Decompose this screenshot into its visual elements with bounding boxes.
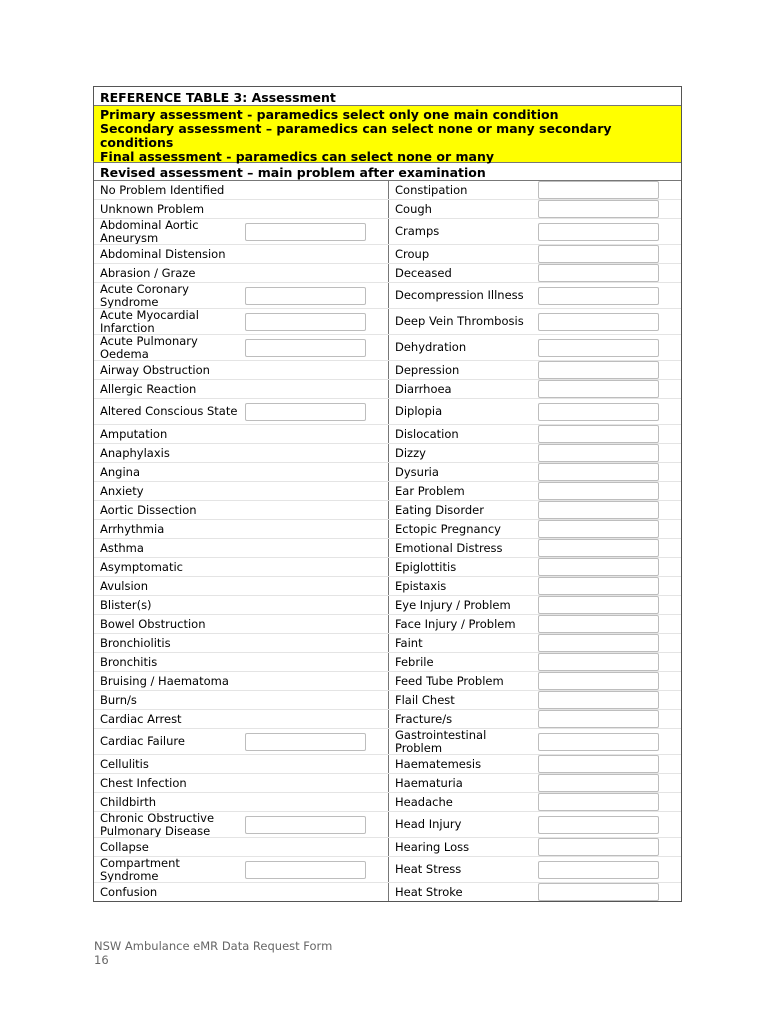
condition-checkbox-cell [535,812,681,837]
condition-checkbox-cell [535,361,681,379]
condition-label: Dizzy [395,445,426,460]
condition-checkbox[interactable] [538,653,659,671]
condition-checkbox-cell [242,653,389,671]
condition-checkbox-cell [535,596,681,614]
condition-label: Anaphylaxis [100,445,170,460]
table-row [94,308,681,334]
condition-checkbox[interactable] [245,223,366,241]
table-subheading: Revised assessment – main problem after examination [94,162,681,181]
condition-checkbox-cell [535,219,681,244]
condition-label: Dysuria [395,464,439,479]
condition-checkbox[interactable] [538,380,659,398]
condition-label: Diarrhoea [395,381,452,396]
condition-checkbox-cell [242,691,389,709]
condition-label: Anxiety [100,483,144,498]
condition-label: Face Injury / Problem [395,616,516,631]
condition-checkbox-cell [535,380,681,398]
condition-label: Flail Chest [395,692,455,707]
condition-checkbox-cell [242,577,389,595]
condition-label: Haematuria [395,775,463,790]
table-row [94,595,681,614]
condition-label: Cramps [395,224,440,238]
table-row [94,557,681,576]
table-row [94,199,681,218]
table-row [94,837,681,856]
table-row [94,481,681,500]
condition-checkbox-cell [535,482,681,500]
condition-checkbox-cell [242,729,389,754]
condition-checkbox-cell [242,883,389,901]
condition-checkbox-cell [242,774,389,792]
condition-label: Amputation [100,426,168,441]
table-row [94,690,681,709]
table-row [94,398,681,424]
condition-label: Haematemesis [395,756,482,771]
condition-checkbox-cell [535,444,681,462]
condition-label: Collapse [100,839,149,854]
table-row [94,792,681,811]
condition-checkbox-cell [535,539,681,557]
condition-label: Cardiac Arrest [100,711,182,726]
condition-checkbox-cell [242,501,389,519]
condition-label: Abdominal Aortic Aneurysm [100,217,199,245]
condition-checkbox-cell [535,558,681,576]
condition-checkbox[interactable] [538,539,659,557]
condition-label: Emotional Distress [395,540,503,555]
condition-label: Epistaxis [395,578,447,593]
table-title: REFERENCE TABLE 3: Assessment [94,87,681,106]
condition-checkbox[interactable] [538,200,659,218]
condition-checkbox-cell [535,755,681,773]
condition-label: Cellulitis [100,756,149,771]
condition-checkbox[interactable] [245,403,366,421]
condition-label: Bronchitis [100,654,158,669]
condition-checkbox-cell [242,245,389,263]
condition-checkbox[interactable] [538,774,659,792]
condition-label: Bronchiolitis [100,635,171,650]
condition-checkbox-cell [242,181,389,199]
table-row [94,856,681,882]
condition-label: Asymptomatic [100,559,183,574]
table-row [94,334,681,360]
condition-checkbox-cell [242,335,389,360]
assessment-rows [94,181,681,901]
condition-label: No Problem Identified [100,182,225,197]
condition-checkbox-cell [242,558,389,576]
condition-checkbox-cell [242,634,389,652]
condition-checkbox-cell [535,838,681,856]
table-row [94,709,681,728]
condition-checkbox-cell [535,672,681,690]
condition-checkbox-cell [535,463,681,481]
condition-checkbox-cell [242,219,389,244]
condition-label: Ear Problem [395,483,465,498]
condition-checkbox-cell [535,264,681,282]
condition-checkbox[interactable] [538,245,659,263]
table-row [94,360,681,379]
table-row [94,773,681,792]
condition-checkbox-cell [535,501,681,519]
condition-label: Bowel Obstruction [100,616,206,631]
condition-checkbox[interactable] [538,558,659,576]
condition-checkbox-cell [242,482,389,500]
table-row [94,652,681,671]
condition-label: Avulsion [100,578,148,593]
condition-checkbox[interactable] [538,223,659,241]
table-row [94,576,681,595]
condition-label: Dehydration [395,340,467,354]
condition-checkbox[interactable] [538,444,659,462]
condition-label: Croup [395,246,430,261]
condition-label: Gastrointestinal Problem [395,727,487,755]
condition-checkbox-cell [242,444,389,462]
condition-label: Chest Infection [100,775,187,790]
condition-checkbox[interactable] [245,287,366,305]
condition-label: Compartment Syndrome [100,855,180,883]
condition-label: Fracture/s [395,711,453,726]
condition-checkbox[interactable] [538,838,659,856]
condition-label: Head Injury [395,817,462,831]
table-row [94,671,681,690]
condition-checkbox-cell [535,634,681,652]
condition-checkbox-cell [242,520,389,538]
condition-checkbox-cell [242,857,389,882]
table-row [94,811,681,837]
condition-checkbox[interactable] [538,816,659,834]
condition-label: Chronic Obstructive Pulmonary Disease [100,810,215,838]
condition-checkbox[interactable] [538,520,659,538]
condition-label: Allergic Reaction [100,381,197,396]
table-row [94,181,681,199]
condition-checkbox-cell [242,200,389,218]
condition-label: Diplopia [395,404,443,418]
condition-checkbox[interactable] [538,463,659,481]
condition-checkbox-cell [242,309,389,334]
condition-checkbox-cell [535,577,681,595]
condition-label: Febrile [395,654,434,669]
condition-checkbox-cell [535,653,681,671]
condition-checkbox[interactable] [538,403,659,421]
condition-checkbox-cell [242,264,389,282]
condition-checkbox[interactable] [245,339,366,357]
condition-label: Bruising / Haematoma [100,673,229,688]
table-row [94,728,681,754]
condition-checkbox-cell [242,425,389,443]
table-row [94,538,681,557]
condition-label: Eye Injury / Problem [395,597,511,612]
condition-checkbox-cell [535,245,681,263]
condition-label: Headache [395,794,453,809]
condition-checkbox[interactable] [538,691,659,709]
condition-checkbox-cell [535,335,681,360]
condition-checkbox-cell [535,399,681,424]
condition-checkbox-cell [535,857,681,882]
condition-checkbox-cell [535,710,681,728]
condition-label: Burn/s [100,692,137,707]
condition-checkbox[interactable] [538,672,659,690]
condition-label: Asthma [100,540,144,555]
condition-label: Acute Myocardial Infarction [100,307,199,335]
table-row [94,754,681,773]
condition-checkbox[interactable] [538,793,659,811]
instructions-block [94,106,681,162]
table-row [94,500,681,519]
condition-label: Depression [395,362,460,377]
condition-label: Cardiac Failure [100,734,185,748]
table-row [94,519,681,538]
condition-label: Eating Disorder [395,502,484,517]
condition-checkbox[interactable] [538,313,659,331]
table-row [94,882,681,901]
condition-checkbox-cell [535,793,681,811]
condition-checkbox[interactable] [538,883,659,901]
instruction-primary: Primary assessment - paramedics select only one main condition [100,107,559,122]
condition-checkbox-cell [535,691,681,709]
table-row [94,462,681,481]
condition-checkbox-cell [242,710,389,728]
table-row [94,443,681,462]
condition-checkbox[interactable] [245,816,366,834]
condition-label: Decompression Illness [395,288,524,302]
table-row [94,244,681,263]
condition-checkbox-cell [535,283,681,308]
table-row [94,263,681,282]
condition-checkbox-cell [242,399,389,424]
footer-page-number: 16 [94,953,109,967]
condition-label: Ectopic Pregnancy [395,521,501,536]
condition-checkbox[interactable] [538,755,659,773]
condition-checkbox[interactable] [538,361,659,379]
condition-checkbox-cell [242,283,389,308]
condition-label: Heat Stress [395,862,462,876]
condition-label: Cough [395,201,432,216]
condition-checkbox[interactable] [538,181,659,199]
condition-checkbox[interactable] [245,861,366,879]
condition-checkbox-cell [242,812,389,837]
condition-checkbox[interactable] [538,339,659,357]
instruction-secondary: Secondary assessment – paramedics can select none or many secondary conditions [100,121,612,150]
condition-label: Faint [395,635,423,650]
condition-checkbox[interactable] [538,577,659,595]
condition-label: Acute Pulmonary Oedema [100,333,198,361]
condition-checkbox[interactable] [538,482,659,500]
condition-checkbox-cell [242,672,389,690]
condition-checkbox-cell [535,729,681,754]
condition-checkbox-cell [242,596,389,614]
condition-label: Abrasion / Graze [100,265,196,280]
condition-checkbox[interactable] [538,264,659,282]
assessment-table [93,86,682,902]
condition-checkbox[interactable] [538,287,659,305]
condition-label: Unknown Problem [100,201,205,216]
condition-label: Epiglottitis [395,559,457,574]
condition-checkbox-cell [242,615,389,633]
condition-checkbox[interactable] [538,615,659,633]
condition-checkbox-cell [242,838,389,856]
condition-checkbox-cell [242,793,389,811]
condition-checkbox-cell [242,755,389,773]
condition-checkbox-cell [535,181,681,199]
condition-checkbox[interactable] [538,861,659,879]
table-row [94,633,681,652]
condition-checkbox-cell [242,539,389,557]
condition-checkbox[interactable] [538,733,659,751]
instruction-final: Final assessment - paramedics can select none or many [100,149,494,164]
table-row [94,424,681,443]
condition-label: Constipation [395,182,468,197]
condition-checkbox-cell [535,615,681,633]
page-footer [94,939,332,967]
footer-form-name: NSW Ambulance eMR Data Request Form [94,939,333,953]
condition-label: Angina [100,464,140,479]
condition-label: Airway Obstruction [100,362,210,377]
condition-checkbox-cell [535,883,681,901]
table-row [94,614,681,633]
condition-label: Confusion [100,884,158,899]
condition-label: Abdominal Distension [100,246,226,261]
condition-label: Hearing Loss [395,839,470,854]
condition-label: Deceased [395,265,452,280]
condition-checkbox[interactable] [538,634,659,652]
condition-label: Arrhythmia [100,521,165,536]
condition-checkbox-cell [535,520,681,538]
condition-label: Dislocation [395,426,459,441]
condition-label: Blister(s) [100,597,152,612]
condition-checkbox-cell [535,774,681,792]
condition-label: Aortic Dissection [100,502,197,517]
condition-checkbox-cell [535,200,681,218]
table-row [94,379,681,398]
condition-label: Deep Vein Thrombosis [395,314,524,328]
table-row [94,218,681,244]
condition-checkbox[interactable] [538,425,659,443]
condition-checkbox-cell [242,380,389,398]
condition-label: Acute Coronary Syndrome [100,281,189,309]
condition-checkbox[interactable] [245,313,366,331]
condition-checkbox[interactable] [538,710,659,728]
condition-label: Feed Tube Problem [395,673,504,688]
condition-checkbox[interactable] [538,596,659,614]
condition-checkbox-cell [242,361,389,379]
condition-checkbox-cell [535,309,681,334]
condition-label: Childbirth [100,794,157,809]
condition-label: Altered Conscious State [100,404,238,418]
condition-checkbox-cell [535,425,681,443]
condition-checkbox[interactable] [245,733,366,751]
condition-label: Heat Stroke [395,884,463,899]
condition-checkbox[interactable] [538,501,659,519]
condition-checkbox-cell [242,463,389,481]
table-row [94,282,681,308]
